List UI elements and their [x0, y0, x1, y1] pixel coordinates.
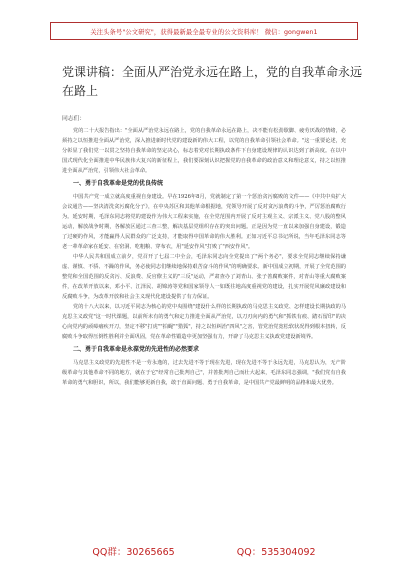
section-heading: 一、勇于自我革命是党的优良传统	[73, 180, 164, 187]
paragraph: 党的二十大报告指出："全面从严治党永远在路上，党的自我革命永远在路上，决不能有松劲歇脚、疲劳厌战的情绪，必须持之以恒推进全面从严治党，深入推进新时代党的建设新的伟大工程，以党的自我革命引领社会革命。"这一重要论述，充分彰显了我们党一以贯之坚持自我革命的坚定决心，标志着党对长期执政条件下自身建设规律的认识达到了新高度。在以中国式现代化全面推进中华民族伟大复兴的新征程上，我们要深刻认识把握党的自我革命的政治意义和理论意义，持之以恒推进全面从严治党，引领伟大社会革命。	[62, 128, 346, 174]
promo-banner[interactable]	[50, 22, 358, 40]
document-title: 党课讲稿：全面从严治党永远在路上，党的自我革命永远在路上	[62, 65, 363, 98]
document-body	[62, 126, 346, 388]
paragraph: 中国共产党一成立就高度重视自身建设。早在1926年8月，党就制定了第一个惩治贪污腐败的文件——《中共中央扩大会议通告——坚决清洗贪污腐化分子》，在中央苏区和其他革命根据地，党领导开展了反对贪污浪费的斗争，严厉惩治腐败行为。延安时期，毛泽东同志将党的建设作为伟大工程来实施，在全党范围内开展了反对主观主义、宗派主义、党八股的整风运动，解放战争时期，各解放区通过三查三整，解决基层党组织存在的突出问题。正是因为党一直以来加强自身建设，锻造了过硬的作风，才能赢得人民群众的广泛支持，才能取得中国革命的伟大胜利。正如习近平总书记所说，当年毛泽东同志等老一辈革命家在延安、在窑洞、吃粗粮、穿布衣，用"延安作风"打败了"西安作风"。	[62, 194, 346, 250]
paragraph: 中华人民共和国成立前夕，党召开了七届二中全会，毛泽东同志向全党提出了"两个务必"，要求全党同志继续保持谦虚、谨慎、不骄、不躁的作风，务必使同志们继续地保持艰苦奋斗的作风"的明确要求。新中国成立初期，开展了全党范围的整党和全国范围的反贪污、反浪费、反官僚主义的"三反"运动，严肃查办了刘青山、张子善腐败案件，对青山等重大腐败案件，在改革开放以来，邓小平、江泽民、胡锦涛等党和国家领导人一如既往地高度重视党的建设，扎实开展党风廉政建设和反腐败斗争，为改革开放和社会主义现代化建设提供了有力保证。	[62, 254, 346, 300]
paragraph: 党的十八大以来，以习近平同志为核心的党中央围绕"建设什么样的长期执政的马克思主义政党、怎样建设长期执政的马克思主义政党"这一时代课题，以前所未有的勇气和定力推进全面从严治党，以刀刃向内的勇气和"抓铁有痕、踏石留印"的决心向党内的顽瘴痼疾开刀，坚定不移"打虎""拍蝇""猎狐"，持之以恒纠治"四风"之害，管党治党宽松软状况得到根本扭转，反腐败斗争取得压倒性胜利并全面巩固，党在革命性锻造中更加坚强有力，开辟了马克思主义执政党建设新境界。	[62, 304, 346, 340]
qq-group-number: QQ群：30265665	[92, 547, 175, 558]
paragraph: 马克思主义政党的先进性不是一劳永逸的，过去先进不等于现在先进，现在先进不等于永远先进，马克思认为，无产阶级革命与其他革命不同的地方，就在于它"经常自己批判自己"，并善批判自己而壮大起来，毛泽东同志强调，"我们党有自我革命的勇气和胆识，所以，我们能够更新自我，敢于直面问题、勇于自我革命，是中国共产党最鲜明的品格和最大优势。	[62, 360, 346, 386]
section-heading: 二、勇于自我革命是永葆党的先进性的必然要求	[73, 346, 200, 353]
qq-number: QQ：535304092	[236, 547, 316, 558]
promo-banner-text: 关注头条号"公文研究"，获得最新最全最专业的公文资料库！ 微信：gongwen1	[90, 28, 318, 36]
contact-footer	[0, 544, 408, 558]
salutation: 同志们：	[62, 116, 86, 122]
